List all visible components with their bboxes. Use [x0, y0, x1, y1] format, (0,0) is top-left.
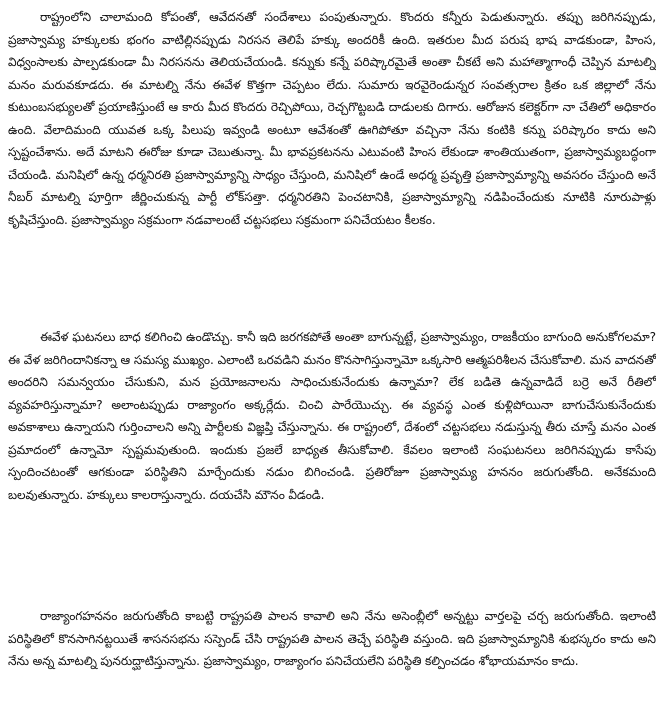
- paragraph-2: ఈవేళ ఘటనలు బాధ కలిగించి ఉండొచ్చు. కానీ ఇది జరగకపోతే అంతా బాగున్నట్టే, ప్రజాస్వామ్యం, రాజకీయం బాగుంది అనుకోగలమా? ఈ వేళ జరిగిందానికన్నా ఆ సమస్య ముఖ్యం. ఎలాంటి ఒరవడిని మనం కొనసాగిస్తున్నామో ఒక్కసారి ఆత్మపరిశీలన చేసుకోవాలి. మన వాదనతో అందరిని సమన్వయం చేసుకుని, మన ప్రయోజనాలను సాధించుకునేందుకు ఉన్నామా? లేక బడితె ఉన్నవాడిదే బర్రె అనే రీతిలో వ్యవహరిస్తున్నామా? అలాంటప్పుడు రాజ్యాంగం అక్కర్లేదు. చించి పారేయొచ్చు. ఈ వ్యవస్థ ఎంత కుళ్లిపోయినా బాగుచేసుకునేందుకు అవకాశాలు ఉన్నాయని గుర్తించాలని అన్ని పార్టీలకు విజ్ఞప్తి చేస్తున్నాను. ఈ రాష్ట్రంలో, దేశంలో చట్టసభలు నడుస్తున్న తీరు చూస్తే మనం ఎంత ప్రమాదంలో ఉన్నామో స్పష్టమవుతుంది. ఇందుకు ప్రజలే బాధ్యత తీసుకోవాలి. కేవలం ఇలాంటి సంఘటనలు జరిగినప్పుడు కాసేపు స్పందించటంతో ఆగకుండా పరిస్థితిని మార్చేందుకు నడుం బిగించండి. ప్రతిరోజూ ప్రజాస్వామ్య హననం జరుగుతోంది. అనేకమంది బలవుతున్నారు. హక్కులు కాలరాస్తున్నారు. దయచేసి మౌనం వీడండి.: [8, 330, 656, 502]
- document-page: [8, 6, 656, 702]
- paragraph-3: రాజ్యాంగహననం జరుగుతోంది కాబట్టి రాష్ట్రపతి పాలన కావాలి అని నేను అసెంబ్లీలో అన్నట్టు వార్తలపై చర్చ జరుగుతోంది. ఇలాంటి పరిస్థితిలో కొనసాగినట్టయితే శాసనసభను సస్పెండ్ చేసి రాష్ట్రపతి పాలన తెచ్చే పరిస్థితి వస్తుంది. ఇది ప్రజాస్వామ్యానికి శుభస్కరం కాదు అని నేను అన్న మాటల్ని పునరుద్ఘాటిస్తున్నాను. ప్రజాస్వామ్యం, రాజ్యాంగం పనిచేయలేని పరిస్థితి కల్పించడం శోభాయమానం కాదు.: [8, 609, 656, 669]
- paragraph-1: రాష్ట్రంలోని చాలామంది కోపంతో, ఆవేదనతో సందేశాలు పంపుతున్నారు. కొందరు కన్నీరు పెడుతున్నారు. తప్పు జరిగినప్పుడు, ప్రజాస్వామ్య హక్కులకు భంగం వాటిల్లినప్పుడు నిరసన తెలిపే హక్కు అందరికీ ఉంది. ఇతరుల మీద పరుష భాష వాడకుండా, హింస, విధ్వంసాలకు పాల్పడకుండా మీ నిరసనను తెలియచేయండి. కన్నుకు కన్నే పరిష్కారమైతే అంతా చీకటే అని మహాత్మాగాంధీ చెప్పిన మాటల్ని మనం మరువకూడదు. ఈ మాటల్ని నేను ఈవేళ కొత్తగా చెప్పటం లేదు. సుమారు ఇరవైరెండున్నర సంవత్సరాల క్రితం ఒక జిల్లాలో నేను కుటుంబసభ్యులతో ప్రయాణిస్తుంటే ఆ కారు మీద కొందరు రెచ్చిపోయి, రెచ్చగొట్టబడి దాడులకు దిగారు. ఆరోజున కలెక్టర్‌గా నా చేతిలో అధికారం ఉంది. వేలాదిమంది యువత ఒక్క పిలుపు ఇవ్వండి అంటూ ఆవేశంతో ఊగిపోతూ వచ్చినా నేను కంటికి కన్ను పరిష్కారం కాదు అని స్పష్టంచేశాను. అదే మాటని ఈరోజు కూడా చెబుతున్నా. మీ భావప్రకటనను ఎటువంటి హింస లేకుండా శాంతియుతంగా, ప్రజాస్వామ్యబద్ధంగా చేయండి. మనిషిలో ఉన్న ధర్మనిరతి ప్రజాస్వామ్యాన్ని సాధ్యం చేస్తుంది, మనిషిలో ఉండే అధర్మ ప్రవృత్తి ప్రజాస్వామ్యాన్ని అవసరం చేస్తుంది అనే నీబర్ మాటల్ని పూర్తిగా జీర్ణించుకున్న పార్టీ లోక్‌సత్తా. ధర్మనిరతిని పెంచటానికి, ప్రజాస్వామ్యాన్ని నడిపించేందుకు నూటికి నూరుపాళ్లు కృషిచేస్తుంది. ప్రజాస్వామ్యం సక్రమంగా నడవాలంటే చట్టసభలు సక్రమంగా పనిచేయటం కీలకం.: [8, 10, 656, 227]
